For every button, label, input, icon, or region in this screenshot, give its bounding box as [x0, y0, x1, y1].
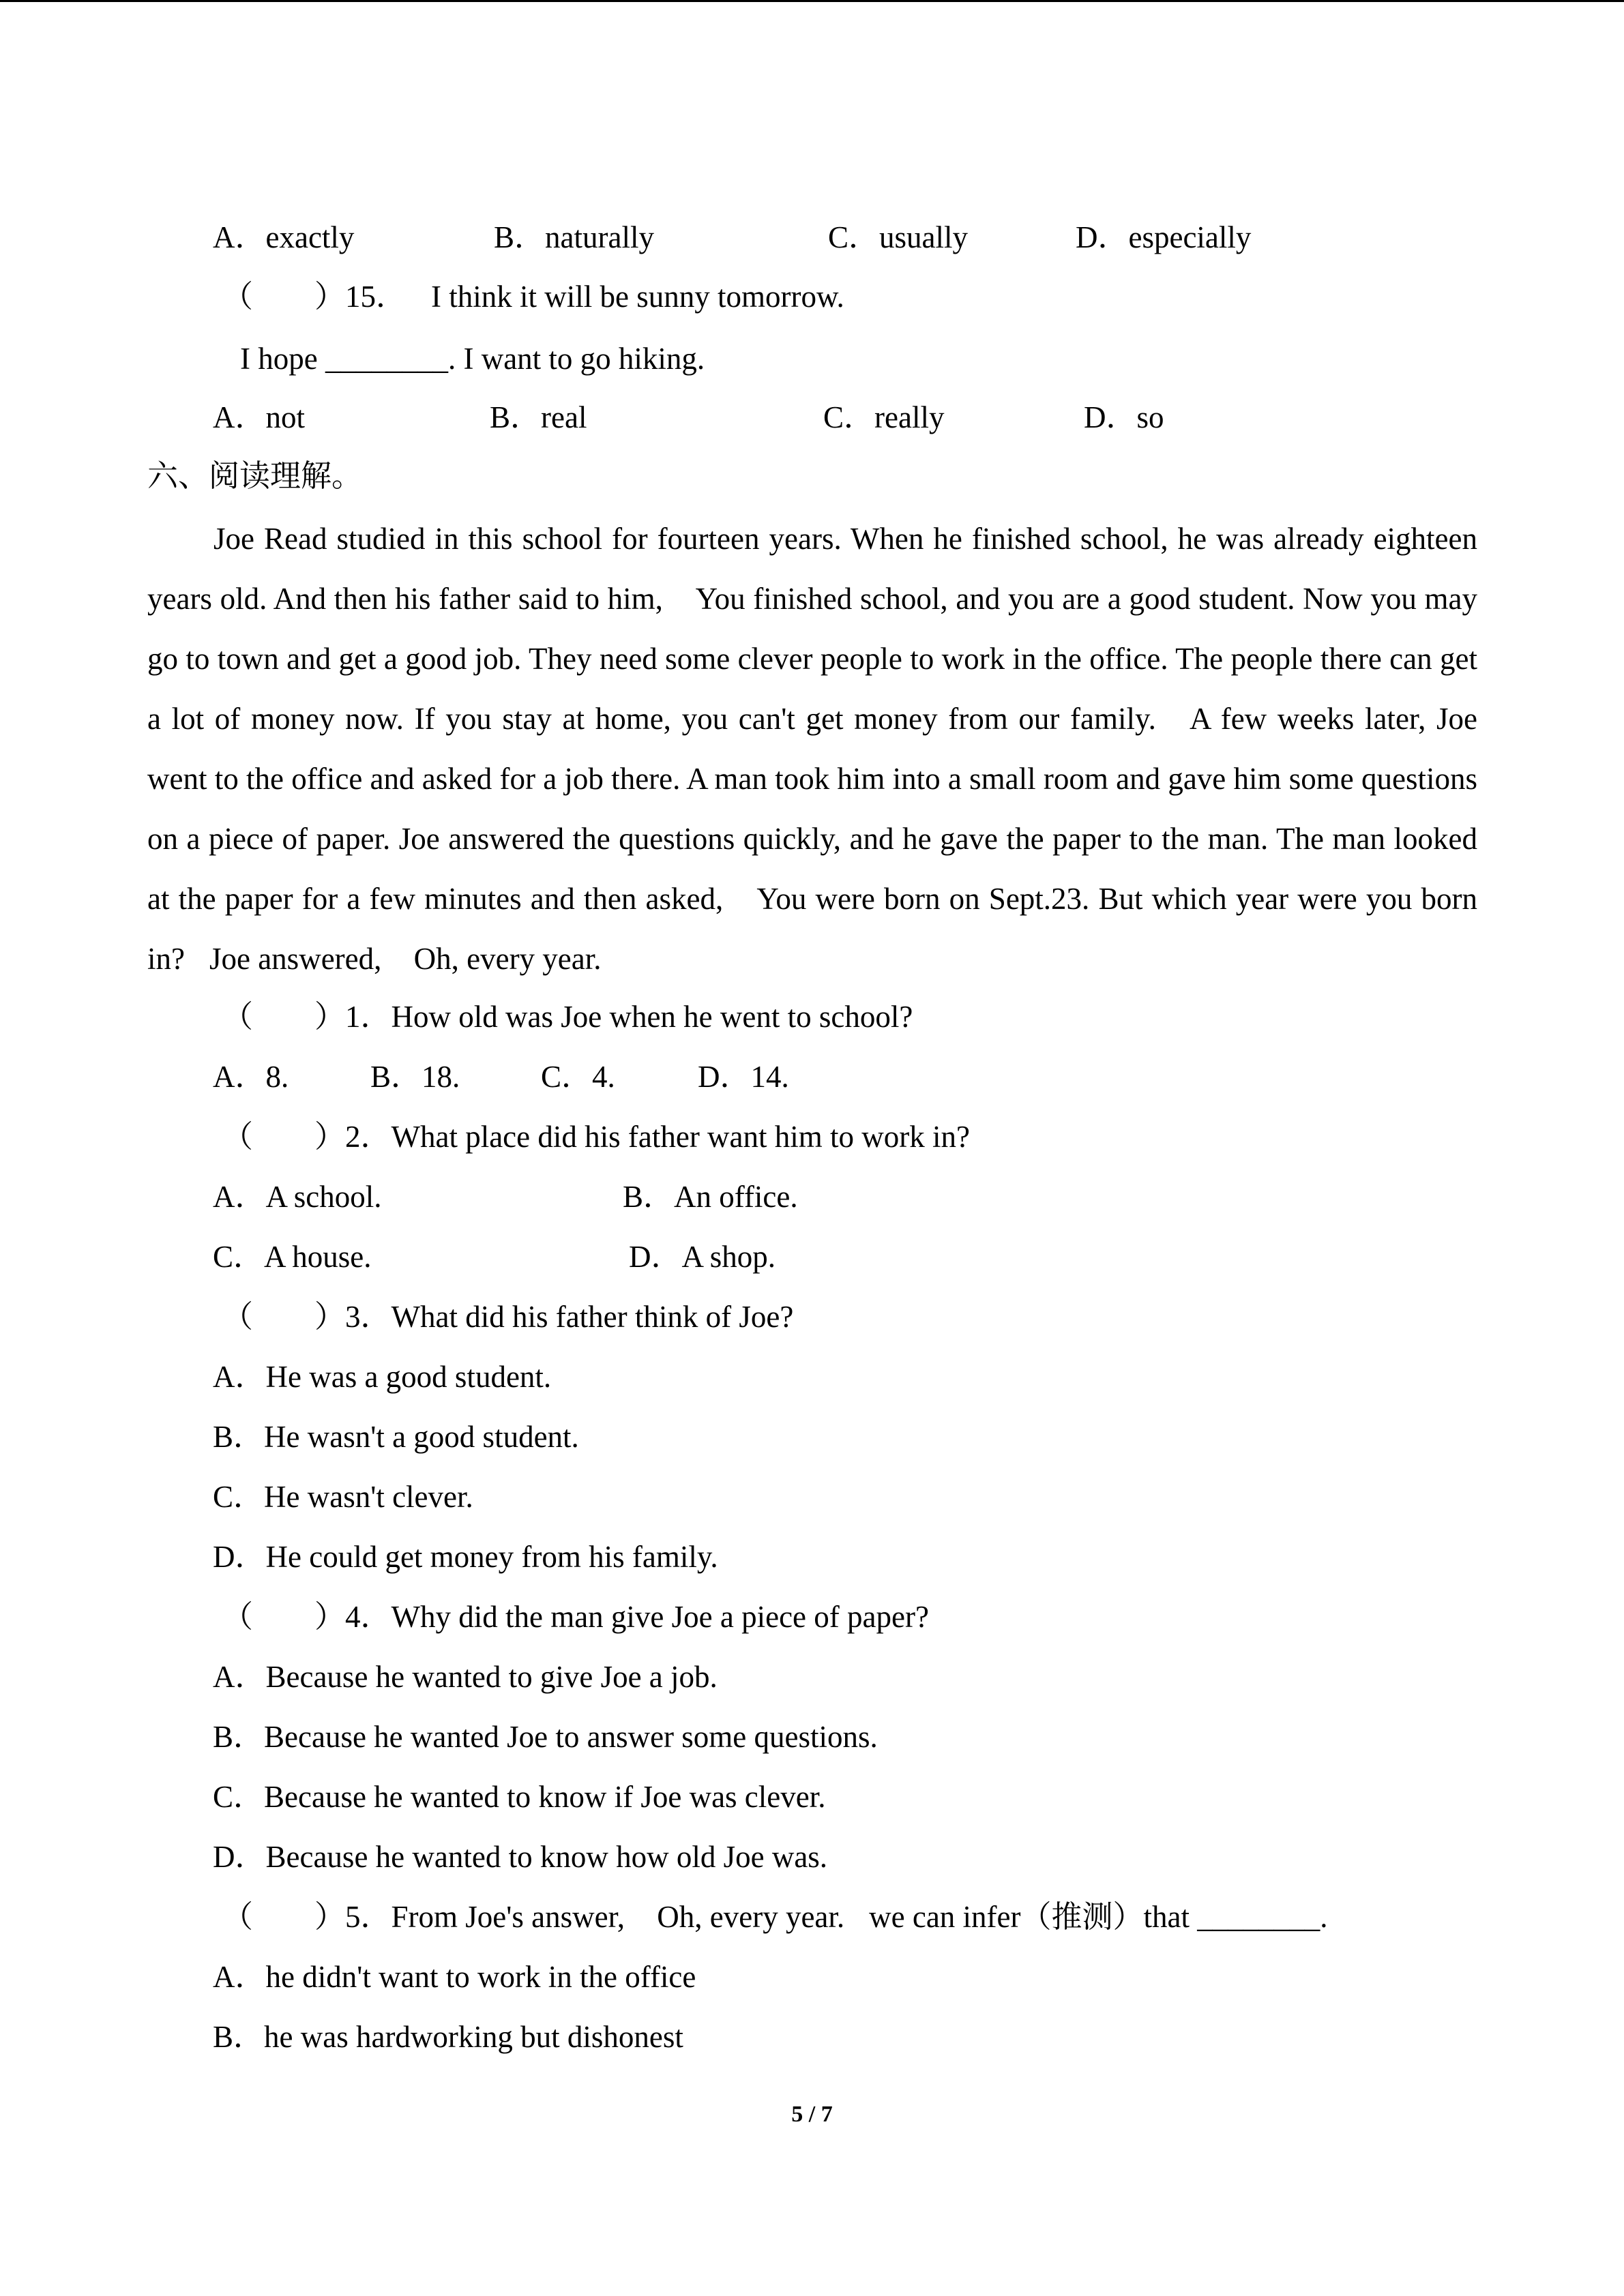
page-number: 5 / 7 [791, 2102, 833, 2127]
question-1-option-a: A．8. [213, 1060, 289, 1094]
question-3-option-a: A．He was a good student. [213, 1360, 552, 1394]
question-1-option-c: C．4. [541, 1060, 615, 1094]
question-3-stem: （ ）3．What did his father think of Joe? [222, 1300, 794, 1334]
section-heading: 六、阅读理解。 [147, 459, 363, 493]
q14-option-a: A．exactly [213, 220, 355, 254]
q15-option-a: A．not [213, 400, 306, 434]
question-4-stem: （ ）4．Why did the man give Joe a piece of paper? [222, 1600, 929, 1634]
question-4-option-a: A．Because he wanted to give Joe a job. [213, 1660, 718, 1694]
q15-option-d: D．so [1084, 400, 1164, 434]
q15-option-c: C．really [823, 400, 945, 434]
reading-passage: Joe Read studied in this school for fourteen years. When he finished school, he was already eighteen years old. And then his father said to him, You finished school, and you are a good student. Now you may go to town and get a good job. They need some clever people to work in the office. The people there can get a lot of money now. If you stay at home, you can't get money from our family. A few weeks later, Joe went to the office and asked for a job there. A man took him into a small room and gave him some questions on a piece of paper. Joe answered the questions quickly, and he gave the paper to the man. The man looked at the paper for a few minutes and then asked, You were born on Sept.23. But which year were you born in?Joe answered, Oh, every year. [147, 522, 1478, 976]
question-1-stem: （ ）1．How old was Joe when he went to school? [222, 1000, 913, 1034]
page-top-border [0, 0, 1624, 2]
question-2-option-a: A．A school. [213, 1180, 382, 1214]
q15-option-b: B．real [490, 400, 587, 434]
question-2-option-b: B．An office. [623, 1180, 798, 1214]
q15-stem-line2: I hope ________. I want to go hiking. [216, 342, 705, 376]
q14-option-b: B．naturally [494, 220, 654, 254]
question-3-option-b: B．He wasn't a good student. [213, 1420, 579, 1454]
question-4-option-b: B．Because he wanted Joe to answer some questions. [213, 1720, 878, 1754]
question-5-option-a: A．he didn't want to work in the office [213, 1960, 696, 1994]
question-4-option-c: C．Because he wanted to know if Joe was clever. [213, 1780, 826, 1814]
question-5-stem: （ ）5．From Joe's answer, Oh, every year.we can infer（推测）that ________. [222, 1900, 1328, 1934]
question-2-option-c: C．A house. [213, 1240, 372, 1274]
question-3-option-d: D．He could get money from his family. [213, 1540, 718, 1574]
question-4-option-d: D．Because he wanted to know how old Joe was. [213, 1840, 828, 1874]
question-2-stem: （ ）2．What place did his father want him to work in? [222, 1120, 970, 1154]
question-1-option-d: D．14. [698, 1060, 789, 1094]
q15-stem-line1: （ ）15．I think it will be sunny tomorrow. [222, 280, 844, 314]
q14-option-d: D．especially [1076, 220, 1252, 254]
question-5-option-b: B．he was hardworking but dishonest [213, 2020, 683, 2054]
q14-option-c: C．usually [828, 220, 969, 254]
question-2-option-d: D．A shop. [629, 1240, 776, 1274]
question-1-option-b: B．18. [370, 1060, 460, 1094]
question-3-option-c: C．He wasn't clever. [213, 1480, 473, 1514]
